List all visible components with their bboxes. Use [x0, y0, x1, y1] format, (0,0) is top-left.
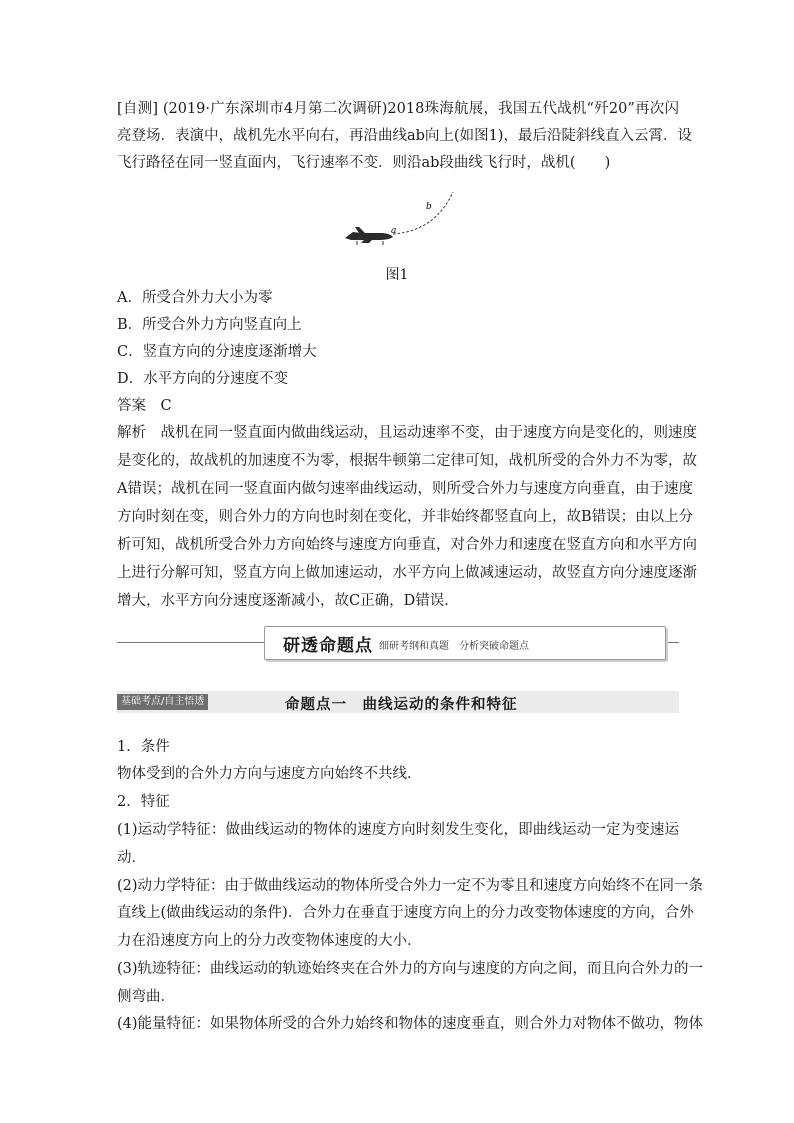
question-line-3: 飞行路径在同一竖直面内，飞行速率不变．则沿ab段曲线飞行时，战机( )	[117, 155, 611, 171]
content-line: 物体受到的合外力方向与速度方向始终不共线．	[117, 766, 422, 782]
analysis-line-1: 解析 战机在同一竖直面内做曲线运动，且运动速率不变，由于速度方向是变化的，则速度	[117, 425, 697, 441]
banner-title: 研透命题点	[283, 636, 373, 656]
analysis-line-4: 方向时刻在变，则合外力的方向也时刻在变化，并非始终都竖直向上，故B错误；由以上分	[117, 509, 694, 525]
analysis-line-6: 上进行分解可知，竖直方向上做加速运动，水平方向上做减速运动，故竖直方向分速度逐渐	[117, 565, 697, 581]
content-line: (4)能量特征：如果物体所受的合外力始终和物体的速度垂直，则合外力对物体不做功，物体	[117, 1016, 704, 1032]
analysis-line-3: A错误；战机在同一竖直面内做匀速率曲线运动，则所受合外力与速度方向垂直，由于速度	[117, 481, 693, 497]
content-line: (2)动力学特征：由于做曲线运动的物体所受合外力一定不为零且和速度方向始终不在同一条	[117, 878, 704, 894]
content-heading-features: 2．特征	[117, 794, 170, 810]
content-line: 动．	[117, 850, 146, 866]
analysis-line-5: 析可知，战机所受合外力方向始终与速度方向垂直，对合外力和速度在竖直方向和水平方向	[117, 537, 697, 553]
answer: 答案 C	[117, 398, 172, 414]
analysis-line-2: 是变化的，故战机的加速度不为零，根据牛顿第二定律可知，战机所受的合外力不为零，故	[117, 453, 697, 469]
point-b-label: b	[426, 202, 432, 212]
jet-trajectory-figure	[335, 186, 465, 252]
question-line-1: [自测] (2019·广东深圳市4月第二次调研)2018珠海航展，我国五代战机“歼20”再次闪	[117, 101, 679, 117]
section-header	[117, 691, 679, 713]
analysis-line-7: 增大，水平方向分速度逐渐减小，故C正确，D错误．	[117, 593, 459, 609]
point-a-label: a	[391, 226, 397, 236]
content-line: 力在沿速度方向上的分力改变物体速度的大小．	[117, 933, 422, 949]
section-title: 命题点一 曲线运动的条件和特征	[285, 697, 518, 713]
figure-caption: 图1	[385, 267, 409, 283]
content-line: 侧弯曲．	[117, 989, 175, 1005]
section-tag: 基础考点/自主悟透	[117, 694, 208, 710]
content-heading-condition: 1．条件	[117, 739, 170, 755]
content-line: (3)轨迹特征：曲线运动的轨迹始终夹在合外力的方向与速度的方向之间，而且向合外力的一	[117, 961, 704, 977]
option-c: C．竖直方向的分速度逐渐增大	[117, 344, 317, 360]
banner-box	[264, 626, 666, 660]
content-line: 直线上(做曲线运动的条件)．合外力在垂直于速度方向上的分力改变物体速度的方向，合外	[117, 905, 694, 921]
section-banner	[117, 624, 679, 660]
question-line-2: 亮登场．表演中，战机先水平向右，再沿曲线ab向上(如图1)，最后沿陡斜线直入云霄．设	[117, 128, 692, 144]
curve-path	[393, 192, 453, 234]
option-d: D．水平方向的分速度不变	[117, 371, 289, 387]
option-b: B．所受合外力方向竖直向上	[117, 317, 302, 333]
option-a: A．所受合外力大小为零	[117, 290, 273, 306]
banner-subtitle: 细研考纲和真题 分析突破命题点	[379, 641, 529, 652]
jet-icon	[345, 227, 393, 245]
content-line: (1)运动学特征：做曲线运动的物体的速度方向时刻发生变化，即曲线运动一定为变速运	[117, 822, 679, 838]
